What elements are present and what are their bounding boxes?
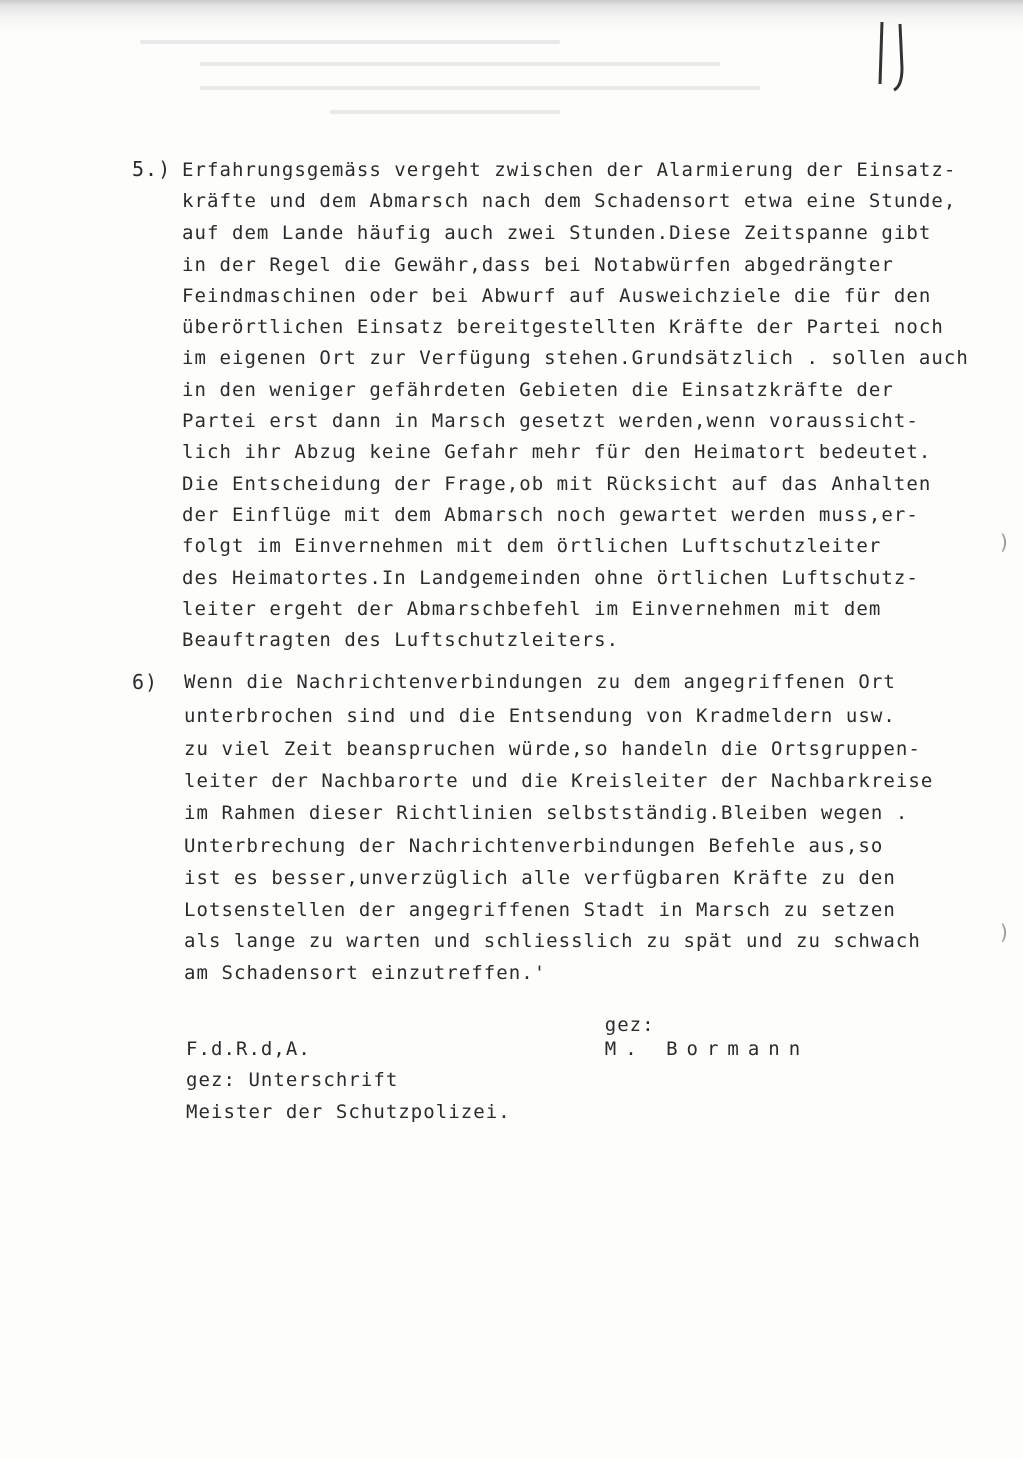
text-line: Die Entscheidung der Frage,ob mit Rücksicht auf das Anhalten	[182, 473, 932, 495]
text-line: folgt im Einvernehmen mit dem örtlichen Luftschutzleiter	[182, 535, 882, 557]
text-line: zu viel Zeit beanspruchen würde,so handeln die Ortsgruppen-	[184, 738, 921, 760]
bleed-through-line	[200, 86, 760, 90]
text-line: Feindmaschinen oder bei Abwurf auf Ausweichziele die für den	[182, 285, 932, 307]
text-line: der Einflüge mit dem Abmarsch noch gewartet werden muss,er-	[182, 504, 919, 526]
signature-prefix: gez:	[604, 1014, 655, 1036]
text-line: Beauftragten des Luftschutzleiters.	[182, 629, 620, 651]
paragraph-number: 6)	[132, 670, 159, 694]
text-line: leiter der Nachbarorte und die Kreisleiter der Nachbarkreise	[184, 770, 934, 792]
text-line: Wenn die Nachrichtenverbindungen zu dem angegriffenen Ort	[184, 671, 896, 693]
text-line: lich ihr Abzug keine Gefahr mehr für den Heimatort bedeutet.	[182, 441, 932, 463]
text-line: Lotsenstellen der angegriffenen Stadt in Marsch zu setzen	[184, 899, 896, 921]
hole-punch-mark-icon	[872, 20, 912, 92]
text-line: unterbrochen sind und die Entsendung von Kradmeldern usw.	[184, 705, 896, 727]
text-line: im Rahmen dieser Richtlinien selbstständig.Bleiben wegen .	[184, 802, 909, 824]
text-line: überörtlichen Einsatz bereitgestellten Kräfte der Partei noch	[182, 316, 944, 338]
text-line: als lange zu warten und schliesslich zu spät und zu schwach	[184, 930, 921, 952]
text-line: leiter ergeht der Abmarschbefehl im Einvernehmen mit dem	[182, 598, 882, 620]
text-line: kräfte und dem Abmarsch nach dem Schadensort etwa eine Stunde,	[182, 190, 957, 212]
bleed-through-line	[200, 62, 720, 66]
bleed-through-line	[330, 110, 560, 114]
margin-mark: )	[1000, 920, 1008, 944]
paragraph-number: 5.)	[132, 157, 172, 181]
margin-mark: )	[1000, 530, 1008, 554]
scan-edge-shadow	[0, 0, 1023, 34]
bleed-through-line	[140, 40, 560, 44]
certification-line: Meister der Schutzpolizei.	[186, 1101, 511, 1123]
text-line: in den weniger gefährdeten Gebieten die Einsatzkräfte der	[182, 379, 894, 401]
signature-line	[555, 989, 809, 1085]
text-line: Unterbrechung der Nachrichtenverbindungen Befehle aus,so	[184, 835, 884, 857]
text-line: ist es besser,unverzüglich alle verfügbaren Kräfte zu den	[184, 867, 896, 889]
text-line: in der Regel die Gewähr,dass bei Notabwürfen abgedrängter	[182, 254, 894, 276]
signature-name: M. Bormann	[604, 1038, 810, 1060]
text-line: im eigenen Ort zur Verfügung stehen.Grundsätzlich . sollen auch	[182, 347, 969, 369]
certification-line: gez: Unterschrift	[186, 1069, 399, 1091]
text-line: Erfahrungsgemäss vergeht zwischen der Alarmierung der Einsatz-	[182, 159, 957, 181]
certification-line: F.d.R.d,A.	[186, 1038, 311, 1060]
text-line: am Schadensort einzutreffen.'	[184, 962, 547, 984]
text-line: Partei erst dann in Marsch gesetzt werden,wenn voraussicht-	[182, 410, 919, 432]
text-line: auf dem Lande häufig auch zwei Stunden.Diese Zeitspanne gibt	[182, 222, 932, 244]
text-line: des Heimatortes.In Landgemeinden ohne örtlichen Luftschutz-	[182, 567, 919, 589]
